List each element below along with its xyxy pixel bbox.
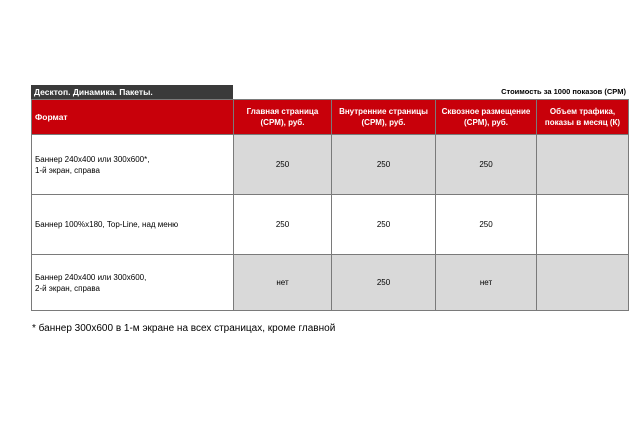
main-page-price: 250 [234,195,332,255]
table-row [32,255,629,311]
main-page-price: нет [234,255,332,311]
through-placement-price: 250 [436,195,537,255]
pricing-note: Стоимость за 1000 показов (CPM) [501,87,626,96]
column-header-main-page: Главная страница (CPM), руб. [234,100,332,135]
traffic-volume [537,255,629,311]
table-row [32,195,629,255]
column-header-traffic: Объем трафика, показы в месяц (К) [537,100,629,135]
main-page-price: 250 [234,135,332,195]
traffic-volume [537,195,629,255]
format-text: 1-й экран, справа [35,165,100,175]
format-cell [32,135,234,195]
inner-pages-price: 250 [332,135,436,195]
column-header-format: Формат [32,100,234,135]
column-header-through-placement: Сквозное размещение (CPM), руб. [436,100,537,135]
through-placement-price: 250 [436,135,537,195]
footnote: * баннер 300х600 в 1-м экране на всех страницах, кроме главной [32,323,336,334]
table-caption-bar [31,85,628,99]
format-text: Баннер 240х400 или 300х600, [35,272,147,282]
section-title: Десктоп. Динамика. Пакеты. [31,85,233,99]
format-text: 2-й экран, справа [35,283,100,293]
format-cell [32,255,234,311]
through-placement-price: нет [436,255,537,311]
pricing-table [31,99,629,311]
inner-pages-price: 250 [332,255,436,311]
traffic-volume [537,135,629,195]
format-cell [32,195,234,255]
column-header-inner-pages: Внутренние страницы (CPM), руб. [332,100,436,135]
format-text: Баннер 100%х180, Top-Line, над меню [35,220,179,229]
format-text: Баннер 240х400 или 300х600*, [35,154,150,164]
table-row [32,135,629,195]
inner-pages-price: 250 [332,195,436,255]
table-header-row [32,100,629,135]
